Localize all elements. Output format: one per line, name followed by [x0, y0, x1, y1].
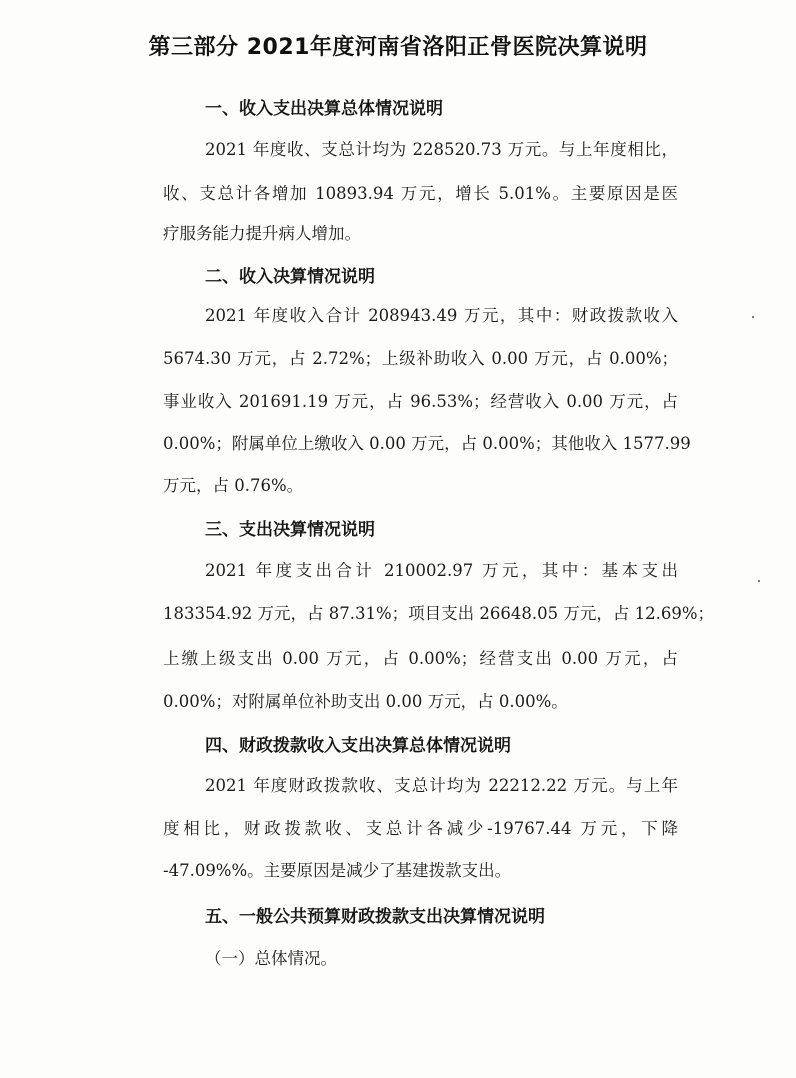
paragraph-line: 2021 年度收、支总计均为 228520.73 万元。与上年度相比， — [205, 140, 678, 159]
paragraph-line: 收、支总计各增加 10893.94 万元，增长 5.01%。主要原因是医 — [163, 184, 678, 203]
paragraph-line: 2021 年度支出合计 210002.97 万元，其中：基本支出 — [205, 561, 678, 580]
section-heading-1: 一、收入支出决算总体情况说明 — [205, 99, 443, 119]
section-heading-4: 四、财政拨款收入支出决算总体情况说明 — [205, 736, 511, 756]
paragraph-line: 2021 年度收入合计 208943.49 万元，其中：财政拨款收入 — [205, 306, 678, 325]
paragraph-line: 万元，占 0.76%。 — [163, 476, 304, 495]
paragraph-line: 2021 年度财政拨款收、支总计均为 22212.22 万元。与上年 — [205, 776, 678, 795]
section-heading-5: 五、一般公共预算财政拨款支出决算情况说明 — [205, 907, 545, 927]
section-heading-3: 三、支出决算情况说明 — [205, 520, 375, 540]
paragraph-line: 0.00%；附属单位上缴收入 0.00 万元，占 0.00%；其他收入 1577.99 — [163, 434, 691, 453]
paragraph-line: -47.09%%。主要原因是减少了基建拨款支出。 — [163, 861, 512, 880]
paragraph-line: 5674.30 万元，占 2.72%；上级补助收入 0.00 万元，占 0.00%； — [163, 349, 678, 368]
page-title: 第三部分 2021年度河南省洛阳正骨医院决算说明 — [148, 35, 648, 60]
paragraph-line: 事业收入 201691.19 万元，占 96.53%；经营收入 0.00 万元，占 — [163, 392, 678, 411]
paragraph-line: 0.00%；对附属单位补助支出 0.00 万元，占 0.00%。 — [163, 692, 568, 711]
paragraph-line: 上缴上级支出 0.00 万元，占 0.00%；经营支出 0.00 万元，占 — [163, 649, 678, 668]
paragraph-line: （一）总体情况。 — [205, 949, 337, 968]
paragraph-line: 度相比，财政拨款收、支总计各减少-19767.44 万元，下降 — [163, 819, 678, 838]
scan-speck — [752, 316, 754, 318]
paragraph-line: 疗服务能力提升病人增加。 — [163, 224, 361, 243]
paragraph-line: 183354.92 万元，占 87.31%；项目支出 26648.05 万元，占 12.69%； — [163, 604, 715, 623]
scan-speck — [758, 580, 760, 582]
section-heading-2: 二、收入决算情况说明 — [205, 267, 375, 287]
